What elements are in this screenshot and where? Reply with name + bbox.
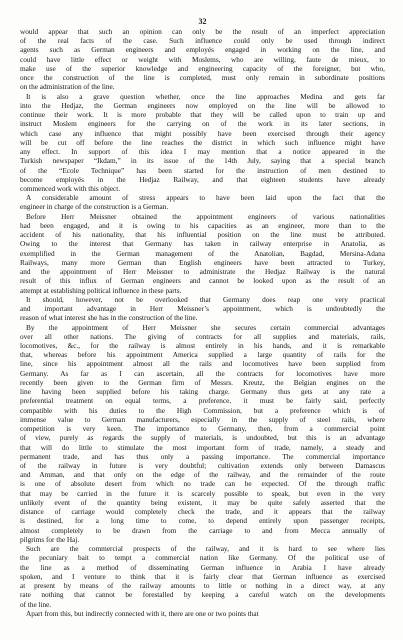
text-line: result of this influx of German engineers and cannot be looked upon as the result of an: [20, 276, 385, 286]
text-line: that may be carried in the future it is scarcely possible to speak, but even in the very: [20, 488, 385, 498]
text-line: commenced work with this object.: [20, 183, 121, 193]
text-line: immense value to German manufacturers, especially in the supply of steel rails, where: [20, 414, 385, 424]
text-line: instruct Moslem engineers for the carrying on of the work in its later sections, in: [20, 119, 385, 129]
text-line: would appear that such an opinion can only be the result of an imperfect appreciation: [20, 27, 385, 36]
text-line: Such are the commercial prospects of the railway, and it is hard to see where lies: [26, 544, 385, 554]
text-line: recently been given to the German firm of Messrs. Kreutz, the Belgian engines on the: [20, 377, 385, 387]
paragraph: [20, 609, 385, 618]
text-line: Apart from this, but indirectly connected with it, there are one or two points that: [26, 608, 259, 618]
text-line: almost completely to be drawn from the carriage to and from Mecca annually of: [20, 525, 385, 535]
text-line: could have little effect or weight with Moslems, who are willing, faute de mieux, to: [20, 54, 385, 64]
text-line: line, since his appointment almost all the rails and locomotives have been supplied from: [20, 359, 385, 369]
text-line: continue their work. It is more probable that they will be called upon to train up and: [20, 110, 385, 120]
paragraph: [20, 27, 385, 92]
text-line: Railways, many more German than English engineers have been attracted to Turkey,: [20, 257, 385, 267]
text-line: over all other nations. The giving of contracts for all supplies and materials, rails,: [20, 331, 385, 341]
text-line: A considerable amount of stress appears to have been laid upon the fact that the: [26, 193, 385, 203]
paragraph: [20, 92, 385, 194]
text-line: accident of his nationality, that his influential position on the line must be attributed.: [20, 230, 385, 240]
text-line: and Amman, and that only on the edge of the railway, and the remainder of the route: [20, 470, 385, 480]
text-line: the pecuniary bait to tempt a commercial nation like Germany. Of the political use of: [20, 553, 385, 563]
body-text: [20, 27, 385, 618]
text-line: on the administration of the line.: [20, 82, 115, 92]
text-line: Turkish newspaper “Ikdam,” in its issue of the 14th July, saying that a special branch: [20, 156, 385, 166]
text-line: and the appointment of Herr Meissner to administrate the Hedjaz Railway is the natural: [20, 267, 385, 277]
text-line: pilgrims for the Haj.: [20, 534, 80, 544]
text-line: spoken, and I venture to think that it is fairly clear that German influence as exercised: [20, 571, 385, 581]
text-line: of view, purely as regards the supply of materials, is undoubted, but this is an advantage: [20, 433, 385, 443]
text-line: preferential treatment on equal terms, a preference, it must be fairly said, perfectly: [20, 396, 385, 406]
paragraph: [20, 212, 385, 295]
text-line: Germany. As far as I can ascertain, all the contracts for locomotives have more: [20, 368, 385, 378]
text-line: reason of what interest she has in the construction of the line.: [20, 313, 198, 323]
text-line: Owing to the interest that Germany has taken in railway enterprise in Anatolia, as: [20, 239, 385, 249]
paragraph: [20, 323, 385, 545]
text-line: of the line.: [20, 599, 52, 609]
text-line: had been engaged, and it is owing to his capacities as an engineer, more than to the: [20, 220, 385, 230]
text-line: once the construction of the line is completed, must only remain in subordinate positions: [20, 73, 385, 83]
text-line: of the railway in future is very doubtful; cultivation extends only between Damascus: [20, 461, 385, 471]
text-line: of the real facts of the case. Such influence could only be used through indirect: [20, 36, 385, 46]
text-line: is one of absolute desert from which no trade can be expected. Of the through traffic: [20, 479, 385, 489]
text-line: of the “Ecole Technique” has been started for the instruction of men destined to: [20, 165, 385, 175]
text-line: permanent trade, and has thus only a passing importance. The commercial importance: [20, 451, 385, 461]
text-line: agents such as German engineers and employés engaged in working on the line, and: [20, 45, 385, 55]
text-line: exemplified in the German management of the Anatolian, Bagdad, Mersina-Adana: [20, 248, 385, 258]
paragraph: [20, 295, 385, 323]
text-line: It is also a grave question whether, once the line approaches Medina and gets far: [26, 91, 385, 101]
text-line: at present by means of the railway amounts to little or nothing in a direct way, at any: [20, 581, 385, 591]
text-line: and important advantage in Herr Meissner’s appointment, which is undoubtedly the: [20, 304, 385, 314]
page-number: 32: [198, 17, 207, 26]
text-line: any effect. In support of this idea I may mention that a notice appeared in the: [20, 147, 385, 157]
text-line: competition is very keen. The importance to Germany, then, from a commercial point: [20, 424, 385, 434]
text-line: Before Herr Meissner obtained the appointment engineers of various nationalities: [26, 211, 385, 221]
text-line: make use of the superior knowledge and engineering capacity of the foreigner, but who,: [20, 63, 385, 73]
text-line: attempt at establishing political influence in these parts.: [20, 285, 182, 295]
text-line: locomotives, &c., for the railway is almost entirely in his hands, and it is remarkable: [20, 340, 385, 350]
text-line: that, whereas before his appointment America supplied a large quantity of rails for the: [20, 350, 385, 360]
text-line: engineer in charge of the construction is a German.: [20, 202, 169, 212]
text-line: compatible with his duties to the High Commission, but a preference which is of: [20, 405, 385, 415]
text-line: into the Hedjaz, the German engineers now employed on the line will be allowed to: [20, 100, 385, 110]
text-line: will be cut off before the line reaches the district in which such influence might have: [20, 137, 385, 147]
text-line: line having been supplied before his taking charge. Germany thus gets at any rate a: [20, 387, 385, 397]
text-line: become employés in the Hedjaz Railway, and that eighteen students have already: [20, 174, 385, 184]
text-line: which case any influence that might possibly have been exercised through their agency: [20, 128, 385, 138]
paragraph: [20, 544, 385, 609]
paragraph: [20, 193, 385, 211]
text-line: distance of carriage would completely check the trade, and it appears that the railway: [20, 507, 385, 517]
text-line: that will do little to stimulate the most important form of trade, namely, a steady and: [20, 442, 385, 452]
text-line: is destined, for a long time to come, to depend entirely upon passenger receipts,: [20, 516, 385, 526]
text-line: rate nothing that cannot be forestalled by keeping a careful watch on the developments: [20, 590, 385, 600]
text-line: By the appointment of Herr Meissner she secures certain commercial advantages: [26, 322, 385, 332]
text-line: the line as a method of disseminating German influence in Arabia I have already: [20, 562, 385, 572]
text-line: It should, however, not be overlooked that Germany does reap one very practical: [26, 294, 385, 304]
text-line: unlikely event of the quantity being existent, it may be quite safely asserted that the: [20, 497, 385, 507]
